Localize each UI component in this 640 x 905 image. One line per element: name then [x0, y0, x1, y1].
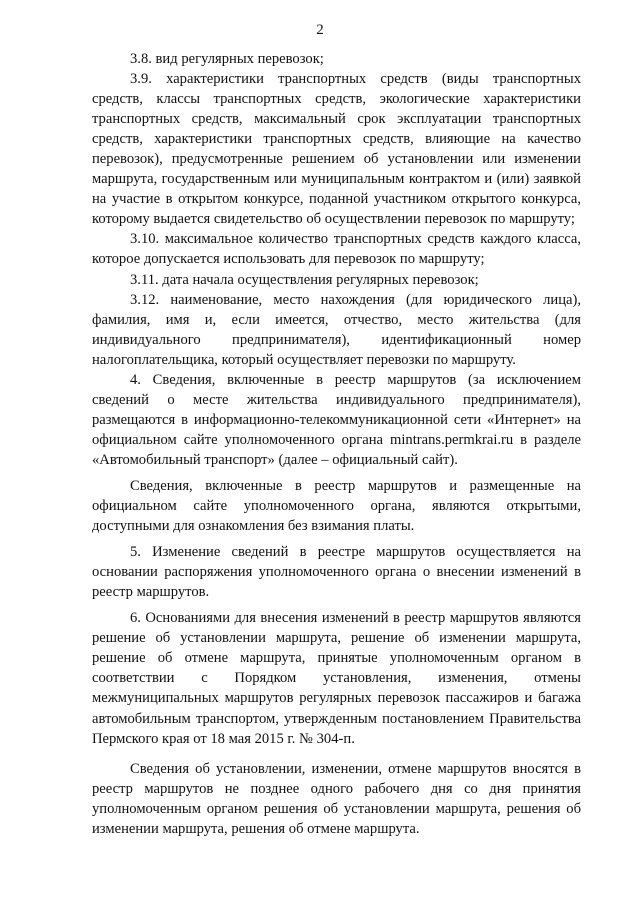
- paragraph-3-10: 3.10. максимальное количество транспортных средств каждого класса, которое допускается использовать для перевозок по маршруту;: [92, 231, 581, 268]
- document-body: [92, 49, 581, 839]
- page-number: 2: [316, 22, 324, 38]
- paragraph-5: 5. Изменение сведений в реестре маршрутов осуществляется на основании распоряжения уполномоченного органа о внесении изменений в реестр маршрутов.: [92, 544, 581, 601]
- paragraph-4-open-data: Сведения, включенные в реестр маршрутов и размещенные на официальном сайте уполномоченного органа, являются открытыми, доступными для ознакомления без взимания платы.: [92, 477, 581, 535]
- paragraph-6-deadline: Сведения об установлении, изменении, отмене маршрутов вносятся в реестр маршрутов не позднее одного рабочего дня со дня принятия уполномоченным органом решения об установлении маршрута, решения об изменении маршрута, решения об отмене маршрута.: [92, 760, 581, 837]
- paragraph-3-8: 3.8. вид регулярных перевозок;: [130, 51, 324, 67]
- paragraph-3-12: 3.12. наименование, место нахождения (для юридического лица), фамилия, имя и, если имеется, отчество, место жительства (для индивидуального предпринимателя), идентификационный номер налогоплательщика, который осуществляет перевозки по маршруту.: [92, 291, 581, 368]
- paragraph-3-11: 3.11. дата начала осуществления регулярных перевозок;: [130, 271, 479, 288]
- paragraph-6: 6. Основаниями для внесения изменений в реестр маршрутов являются решение об установлении маршрута, решение об изменении маршрута, решение об отмене маршрута, принятые уполномоченным органом в соответствии с Порядком установления, изменения, отмены межмуниципальных маршрутов регулярных перевозок пассажиров и багажа автомобильным транспортом, утвержденным постановлением Правительства Пермского края от 18 мая 2015 г. № 304-п.: [92, 610, 581, 747]
- paragraph-4: 4. Сведения, включенные в реестр маршрутов (за исключением сведений о месте жительства индивидуального предпринимателя), размещаются в информационно-телекоммуникационной сети «Интернет» на официальном сайте уполномоченного органа mintrans.permkrai.ru в разделе «Автомобильный транспорт» (далее – официальный сайт).: [92, 371, 581, 468]
- paragraph-3-9: 3.9. характеристики транспортных средств (виды транспортных средств, классы транспортных средств, экологические характеристики транспортных средств, максимальный срок эксплуатации транспортных средств, характеристики транспортных средств, влияющие на качество перевозок), предусмотренные решением об установлении или изменении маршрута, государственным или муниципальным контрактом и (или) заявкой на участие в открытом конкурсе, поданной участником открытого конкурса, которому выдается свидетельство об осуществлении перевозок по маршруту;: [92, 71, 581, 228]
